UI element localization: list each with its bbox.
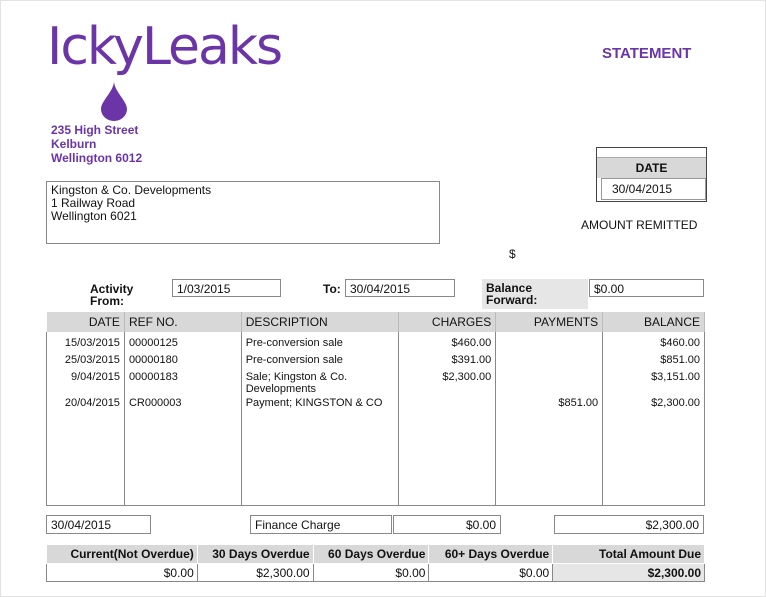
aging-current-value[interactable]: $0.00 bbox=[47, 564, 198, 582]
address-line: 235 High Street bbox=[51, 123, 139, 137]
company-address bbox=[51, 123, 142, 165]
activity-from-label bbox=[90, 283, 133, 307]
aging-value-row bbox=[47, 564, 705, 582]
cell-date: 15/03/2015 bbox=[47, 332, 125, 353]
date-box bbox=[596, 147, 707, 202]
balance-forward-field[interactable]: $0.00 bbox=[589, 279, 704, 297]
col-header-balance: BALANCE bbox=[603, 312, 705, 332]
table-row bbox=[47, 353, 705, 370]
cell-payments: $851.00 bbox=[496, 396, 603, 413]
table-row bbox=[47, 396, 705, 413]
customer-line: 1 Railway Road bbox=[51, 196, 136, 210]
cell-ref: CR000003 bbox=[124, 396, 241, 413]
footer-balance-field[interactable]: $2,300.00 bbox=[554, 515, 704, 534]
document-title: STATEMENT bbox=[602, 45, 692, 62]
table-row bbox=[47, 370, 705, 396]
aging-table bbox=[46, 544, 705, 582]
amount-remitted-label: AMOUNT REMITTED bbox=[581, 218, 698, 232]
to-label: To: bbox=[323, 282, 341, 296]
footer-date-field[interactable]: 30/04/2015 bbox=[46, 515, 151, 534]
cell-description: Payment; KINGSTON & CO bbox=[241, 396, 399, 413]
aging-header-total: Total Amount Due bbox=[553, 545, 705, 564]
finance-charge-label: Finance Charge bbox=[250, 515, 392, 534]
cell-description: Pre-conversion sale bbox=[241, 332, 399, 353]
aging-header-current: Current(Not Overdue) bbox=[47, 545, 198, 564]
statement-date[interactable]: 30/04/2015 bbox=[601, 178, 706, 200]
cell-charges: $460.00 bbox=[399, 332, 496, 353]
cell-payments bbox=[496, 332, 603, 353]
cell-ref: 00000125 bbox=[124, 332, 241, 353]
activity-label-line: Activity bbox=[90, 282, 134, 296]
from-label-line: From: bbox=[90, 294, 124, 308]
cell-date: 20/04/2015 bbox=[47, 396, 125, 413]
col-header-payments: PAYMENTS bbox=[496, 312, 603, 332]
aging-header-row bbox=[47, 545, 705, 564]
cell-ref: 00000183 bbox=[124, 370, 241, 396]
address-line: Kelburn bbox=[51, 137, 97, 151]
cell-date: 9/04/2015 bbox=[47, 370, 125, 396]
cell-description: Pre-conversion sale bbox=[241, 353, 399, 370]
address-line: Wellington 6012 bbox=[51, 151, 143, 165]
activity-from-field[interactable]: 1/03/2015 bbox=[172, 279, 281, 297]
aging-header-60: 60 Days Overdue bbox=[313, 545, 429, 564]
balance-forward-label bbox=[482, 279, 588, 309]
cell-balance: $2,300.00 bbox=[603, 396, 705, 413]
cell-charges: $391.00 bbox=[399, 353, 496, 370]
customer-address-box[interactable] bbox=[46, 181, 440, 244]
finance-charge-field[interactable]: $0.00 bbox=[393, 515, 501, 534]
table-header-row bbox=[47, 312, 705, 332]
forward-label-line: Forward: bbox=[486, 293, 538, 307]
aging-header-30: 30 Days Overdue bbox=[197, 545, 313, 564]
balance-label-line: Balance bbox=[486, 281, 533, 295]
date-label: DATE bbox=[597, 157, 706, 178]
cell-balance: $851.00 bbox=[603, 353, 705, 370]
aging-total-value[interactable]: $2,300.00 bbox=[553, 564, 705, 582]
cell-payments bbox=[496, 353, 603, 370]
cell-balance: $3,151.00 bbox=[603, 370, 705, 396]
customer-line: Wellington 6021 bbox=[51, 209, 137, 223]
col-header-charges: CHARGES bbox=[399, 312, 496, 332]
transactions-table bbox=[46, 312, 705, 506]
cell-charges: $2,300.00 bbox=[399, 370, 496, 396]
aging-60plus-value[interactable]: $0.00 bbox=[429, 564, 553, 582]
col-header-date: DATE bbox=[47, 312, 125, 332]
cell-date: 25/03/2015 bbox=[47, 353, 125, 370]
table-row bbox=[47, 332, 705, 353]
company-logo: IckyLeaks bbox=[47, 17, 282, 77]
cell-payments bbox=[496, 370, 603, 396]
cell-description: Sale; Kingston & Co. Developments bbox=[241, 370, 399, 396]
aging-30-value[interactable]: $2,300.00 bbox=[197, 564, 313, 582]
activity-to-field[interactable]: 30/04/2015 bbox=[345, 279, 455, 297]
customer-line: Kingston & Co. Developments bbox=[51, 183, 212, 197]
cell-ref: 00000180 bbox=[124, 353, 241, 370]
drop-icon bbox=[101, 81, 127, 121]
amount-remitted-value[interactable]: $ bbox=[509, 247, 516, 261]
cell-balance: $460.00 bbox=[603, 332, 705, 353]
col-header-ref: REF NO. bbox=[124, 312, 241, 332]
cell-charges bbox=[399, 396, 496, 413]
aging-60-value[interactable]: $0.00 bbox=[313, 564, 429, 582]
col-header-description: DESCRIPTION bbox=[241, 312, 399, 332]
table-filler-row bbox=[47, 413, 705, 506]
aging-header-60plus: 60+ Days Overdue bbox=[429, 545, 553, 564]
